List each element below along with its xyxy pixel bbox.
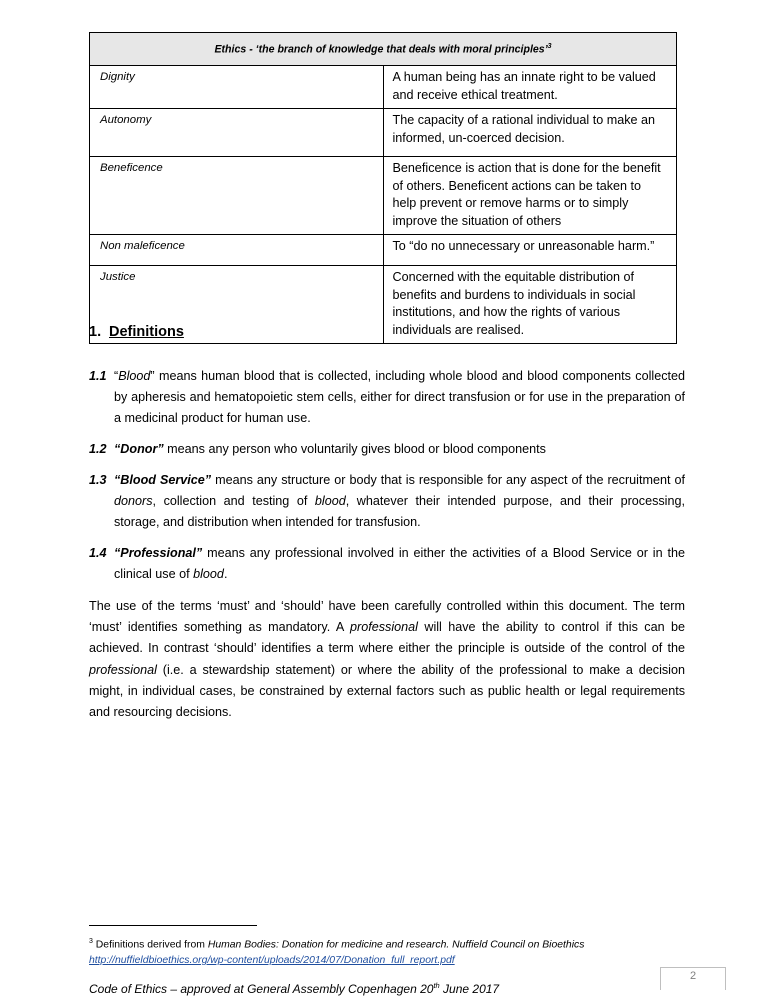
table-header-row — [90, 33, 677, 66]
defined-term: “Blood Service” — [114, 473, 212, 487]
definition-text: “Blood” means human blood that is collected, including whole blood and blood components collected by apheresis and hematopoietic stem cells, either for direct transfusion or for use in the preparation of a medicinal product for human use. — [114, 369, 685, 425]
footnote: $^3$ Definitions derived from Human Bodies: Donation for medicine and research. Nuffield Council on Bioethics http://nuffieldbioethics.org/wp-content/uploads/2014/07/Donation_full_report.pdf — [89, 938, 585, 966]
page-number-box — [660, 967, 726, 990]
table-row — [90, 109, 677, 157]
description-cell: Concerned with the equitable distribution of benefits and burdens to individuals in social institutions, and how the rights of various individuals are realised. — [383, 266, 677, 344]
description-cell: The capacity of a rational individual to make an informed, un-coerced decision. — [383, 109, 677, 157]
definition-blood-service — [89, 470, 685, 533]
table-header-prefix: Ethics - — [214, 43, 256, 56]
table-row — [90, 157, 677, 235]
definition-professional — [89, 543, 685, 585]
defined-term: “Donor” — [114, 442, 164, 456]
footnote-link[interactable]: http://nuffieldbioethics.org/wp-content/uploads/2014/07/Donation_full_report.pdf — [89, 954, 455, 966]
definition-text: “Donor” means any person who voluntarily gives blood or blood components — [114, 442, 546, 456]
definition-number: 1.2 — [89, 442, 107, 456]
description-cell: Beneficence is action that is done for the benefit of others. Beneficent actions can be taken to help prevent or remove harms or to simply improve the situation of others — [383, 157, 677, 235]
page-number: 2 — [689, 970, 697, 982]
section-title: Definitions — [109, 324, 184, 340]
section-number: 1. — [89, 324, 102, 340]
description-cell: A human being has an innate right to be valued and receive ethical treatment. — [383, 66, 677, 109]
table-row — [90, 66, 677, 109]
defined-term: Blood — [118, 369, 151, 383]
definition-text: “Blood Service” means any structure or body that is responsible for any aspect of the recruitment of donors, collection and testing of blood, whatever their intended purpose, and their processing, storage, and distribution when intended for transfusion. — [114, 473, 685, 529]
footnote-number: 3 — [89, 938, 93, 945]
footnote-reference: 3 — [547, 42, 552, 50]
table-row — [90, 235, 677, 266]
table-header — [90, 33, 677, 66]
definition-blood — [89, 366, 685, 429]
term-cell: Non maleficence — [90, 235, 384, 266]
term-cell: Beneficence — [90, 157, 384, 235]
definition-number: 1.4 — [89, 546, 107, 560]
defined-term: “Professional” — [114, 546, 203, 560]
term-cell: Dignity — [90, 66, 384, 109]
definition-number: 1.1 — [89, 369, 107, 383]
page-footer: Code of Ethics – approved at General Assembly Copenhagen 20th June 2017 — [89, 981, 500, 996]
footnote-divider — [89, 925, 257, 926]
table-header-quote: ‘the branch of knowledge that deals with moral principles’ — [255, 43, 548, 56]
usage-paragraph: The use of the terms ‘must’ and ‘should’ have been carefully controlled within this document. The term ‘must’ identifies something as mandatory. A professional will have the ability to control if this can be achieved. In contrast ‘should’ identifies a term where either the principle is outside of the control of the professional (i.e. a stewardship statement) or where the ability of the professional to make a decision might, in individual cases, be constrained by external factors such as public health or legal requirements and resourcing decisions. — [89, 599, 685, 720]
footnote-source: Human Bodies: Donation for medicine and research. Nuffield Council on Bioethics — [207, 939, 585, 951]
ethics-principles-table — [89, 32, 677, 344]
description-cell: To “do no unnecessary or unreasonable harm.” — [383, 235, 677, 266]
term-cell: Justice — [90, 266, 384, 344]
definition-text: “Professional” means any professional involved in either the activities of a Blood Service or in the clinical use of blood. — [114, 546, 685, 581]
section-heading — [89, 324, 184, 340]
definition-donor — [89, 439, 685, 460]
definition-number: 1.3 — [89, 473, 107, 487]
term-cell: Autonomy — [90, 109, 384, 157]
